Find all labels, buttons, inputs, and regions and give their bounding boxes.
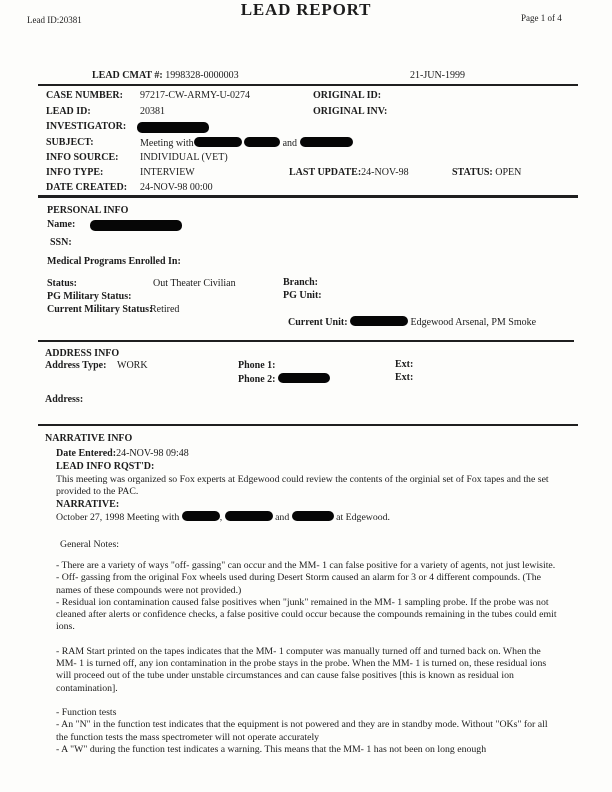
corner-lead-id: Lead ID:20381 xyxy=(27,15,82,25)
cmat-label: LEAD CMAT #: xyxy=(92,70,163,81)
ext1-label: Ext: xyxy=(395,359,414,370)
redacted-subject-name-2 xyxy=(244,137,280,147)
subject-prefix: Meeting with xyxy=(140,138,194,149)
note-function-tests: - Function tests xyxy=(56,706,117,718)
note-ram-start: - RAM Start printed on the tapes indicates that the MM- 1 computer was manually turned off and turned back on. When the MM- 1 is turned off, any ion contamination in the probe stays in the probe. When the MM- 1 is turned on, these residual ions will proceed out of the tube under unstable circumstances and can cause false positives [this is known as residual ion contamination]. xyxy=(56,645,547,694)
note-function-test-n: - An "N" in the function test indicates that the equipment is not powered and they are in standby mode. Without "OKs" for all the function tests the mass spectrometer will not operate accurately xyxy=(56,719,548,743)
name-label: Name: xyxy=(47,219,76,230)
last-update-label: LAST UPDATE: xyxy=(289,167,362,178)
cmat-value: 1998328-0000003 xyxy=(165,70,239,81)
note-off-gassing-variety: - There are a variety of ways "off- gassing" can occur and the MM- 1 can false positive for a variety of agents, not just lewisite. xyxy=(56,560,556,571)
current-unit-label: Current Unit: xyxy=(288,317,348,328)
divider-address-narrative xyxy=(38,424,578,426)
corner-page-number: Page 1 of 4 xyxy=(521,13,562,23)
report-date: 21-JUN-1999 xyxy=(410,70,465,81)
address-type-value: WORK xyxy=(117,360,148,371)
original-id-label: ORIGINAL ID: xyxy=(313,90,382,101)
divider-top xyxy=(38,84,578,86)
note-function-test-w: - A "W" during the function test indicates a warning. This means that the MM- 1 has not been on long enough xyxy=(56,743,487,755)
info-type-value: INTERVIEW xyxy=(140,167,195,178)
info-type-label: INFO TYPE: xyxy=(46,167,104,178)
address-label: Address: xyxy=(45,394,84,405)
info-source-value: INDIVIDUAL (VET) xyxy=(140,152,228,163)
subject-and: and xyxy=(282,138,298,149)
redacted-current-unit xyxy=(350,316,408,326)
status-row xyxy=(452,167,521,178)
current-military-status-value: Retired xyxy=(150,304,180,315)
current-unit-suffix: Edgewood Arsenal, PM Smoke xyxy=(410,317,537,328)
case-number-value: 97217-CW-ARMY-U-0274 xyxy=(140,90,250,101)
address-type-label: Address Type: xyxy=(45,360,107,371)
date-entered-row xyxy=(56,448,189,459)
address-info-heading: ADDRESS INFO xyxy=(45,348,120,359)
last-update-value: 24-NOV-98 xyxy=(361,167,409,178)
date-created-value: 24-NOV-98 00:00 xyxy=(140,182,213,193)
pg-military-status-label: PG Military Status: xyxy=(47,291,132,302)
redacted-attendee-3 xyxy=(292,511,334,521)
report-title: LEAD REPORT xyxy=(240,0,372,19)
lead-id-label: LEAD ID: xyxy=(46,106,91,117)
lead-info-rqstd-text: This meeting was organized so Fox experts at Edgewood could review the contents of the orginial set of Fox tapes and the set provided to the PAC. xyxy=(56,474,549,498)
pg-unit-label: PG Unit: xyxy=(283,290,322,301)
date-created-label: DATE CREATED: xyxy=(46,182,128,193)
lead-id-value: 20381 xyxy=(140,106,165,117)
cmat-row xyxy=(92,70,239,81)
redacted-attendee-1 xyxy=(182,511,223,523)
redacted-subject-name-1 xyxy=(194,137,242,147)
meeting-comma: , xyxy=(219,512,223,523)
meeting-suffix: at Edgewood. xyxy=(336,512,391,523)
redacted-name xyxy=(90,220,182,231)
investigator-label: INVESTIGATOR: xyxy=(46,121,127,132)
redacted-investigator xyxy=(137,122,209,133)
lead-info-rqstd-label: LEAD INFO RQST'D: xyxy=(56,461,155,472)
ssn-label: SSN: xyxy=(50,237,72,248)
subject-label: SUBJECT: xyxy=(46,137,94,148)
divider-case-personal xyxy=(38,195,578,198)
meeting-and: and xyxy=(275,512,290,523)
phone2-label: Phone 2: xyxy=(238,374,276,385)
meeting-line xyxy=(56,511,390,523)
phone1-label: Phone 1: xyxy=(238,360,276,371)
original-inv-label: ORIGINAL INV: xyxy=(313,106,388,117)
subject-value xyxy=(140,137,353,149)
narrative-info-heading: NARRATIVE INFO xyxy=(45,433,133,444)
date-entered-label: Date Entered: xyxy=(56,448,117,459)
meeting-prefix: October 27, 1998 Meeting with xyxy=(56,512,180,523)
redacted-subject-name-3 xyxy=(300,137,353,147)
date-entered-value: 24-NOV-98 09:48 xyxy=(116,448,189,459)
medical-programs-label: Medical Programs Enrolled In: xyxy=(47,256,181,267)
phone2-row xyxy=(238,373,330,385)
status-personal-label: Status: xyxy=(47,278,78,289)
status-label: STATUS: xyxy=(452,167,493,178)
branch-label: Branch: xyxy=(283,277,318,288)
status-value: OPEN xyxy=(495,167,522,178)
redacted-phone2 xyxy=(278,373,330,383)
ext2-label: Ext: xyxy=(395,372,414,383)
info-source-label: INFO SOURCE: xyxy=(46,152,119,163)
last-update-row xyxy=(289,167,409,178)
current-unit-row xyxy=(288,316,536,328)
divider-personal-address xyxy=(38,340,574,342)
status-personal-value: Out Theater Civilian xyxy=(153,278,236,289)
general-notes-body xyxy=(56,560,558,756)
personal-info-heading: PERSONAL INFO xyxy=(47,205,129,216)
general-notes-label: General Notes: xyxy=(60,539,120,550)
case-number-label: CASE NUMBER: xyxy=(46,90,123,101)
current-military-status-label: Current Military Status: xyxy=(47,304,153,315)
redacted-attendee-2 xyxy=(225,511,273,521)
narrative-label: NARRATIVE: xyxy=(56,499,120,510)
note-off-gassing-fox-wheels: - Off- gassing from the original Fox wheels used during Desert Storm caused an alarm for 3 or 4 different compounds. (The names of these compounds were not provided.) xyxy=(56,572,542,596)
note-residual-ion-contamination: - Residual ion contamination caused false positives when "junk" remained in the MM- 1 sampling probe. If the probe was not cleaned after alerts or confidence checks, a false positive could occur because the compounds remaining in the tubes could emit ions. xyxy=(56,596,557,633)
